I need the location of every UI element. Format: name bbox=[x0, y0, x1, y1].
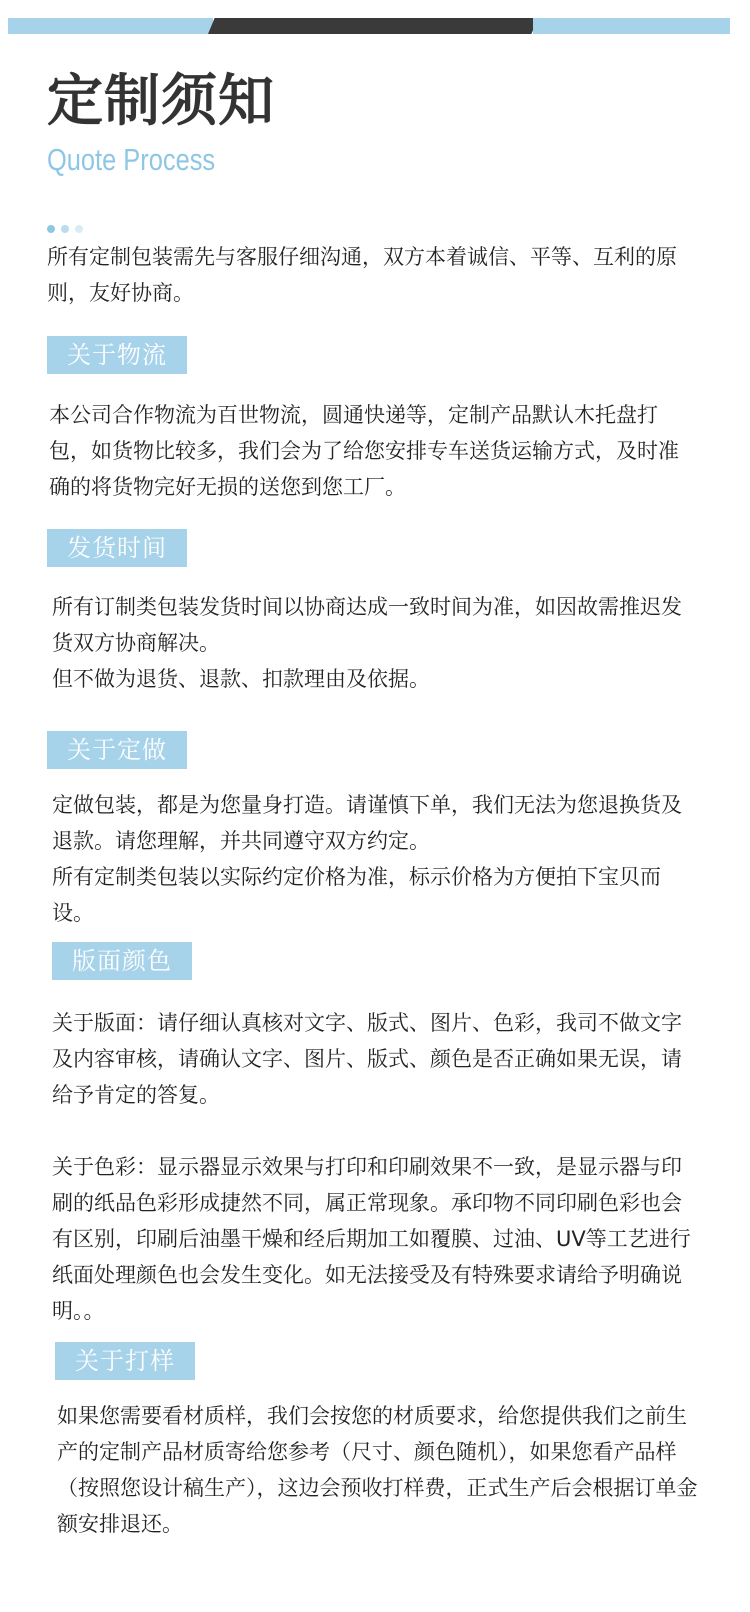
paragraph: 定做包装，都是为您量身打造。请谨慎下单，我们无法为您退换货及退款。请您理解，并共同遵守双方约定。 bbox=[52, 793, 682, 853]
intro-paragraph bbox=[47, 239, 697, 311]
section-body-custom-order bbox=[52, 787, 702, 931]
section-body-layout-color bbox=[52, 1005, 702, 1329]
section-body-sampling bbox=[57, 1398, 707, 1542]
section-label-logistics: 关于物流 bbox=[47, 336, 187, 374]
dot-icon bbox=[75, 225, 83, 233]
paragraph: 本公司合作物流为百世物流，圆通快递等，定制产品默认木托盘打包，如货物比较多，我们会为了给您安排专车送货运输方式，及时准确的将货物完好无损的送您到您工厂。 bbox=[49, 403, 679, 499]
paragraph: 所有定制类包装以实际约定价格为准，标示价格为方便拍下宝贝而设。 bbox=[52, 865, 661, 925]
paragraph: 所有订制类包装发货时间以协商达成一致时间为准，如因故需推迟发货双方协商解决。 bbox=[52, 595, 682, 655]
top-bar-left-segment bbox=[8, 18, 213, 34]
top-bar-middle-segment bbox=[208, 18, 538, 34]
section-label-layout-color: 版面颜色 bbox=[52, 942, 192, 980]
section-label-shipping-time: 发货时间 bbox=[47, 529, 187, 567]
top-bar-right-segment bbox=[533, 18, 730, 34]
section-body-shipping-time bbox=[52, 589, 702, 697]
section-label-sampling: 关于打样 bbox=[55, 1342, 195, 1380]
intro-text: 所有定制包装需先与客服仔细沟通，双方本着诚信、平等、互利的原则，友好协商。 bbox=[47, 245, 677, 305]
dot-icon bbox=[47, 225, 55, 233]
paragraph: 如果您需要看材质样，我们会按您的材质要求，给您提供我们之前生产的定制产品材质寄给您参考（尺寸、颜色随机），如果您看产品样（按照您设计稿生产），这边会预收打样费，正式生产后会根据订单金额安排退还。 bbox=[57, 1404, 698, 1536]
decorative-dots bbox=[47, 218, 89, 237]
paragraph: 关于色彩：显示器显示效果与打印和印刷效果不一致，是显示器与印刷的纸品色彩形成捷然不同，属正常现象。承印物不同印刷色彩也会有区别，印刷后油墨干燥和经后期加工如覆膜、过油、UV等工艺进行纸面处理颜色也会发生变化。如无法接受及有特殊要求请给予明确说明。。 bbox=[52, 1155, 691, 1323]
section-body-logistics bbox=[49, 397, 699, 505]
paragraph-gap bbox=[52, 1113, 702, 1149]
paragraph: 但不做为退货、退款、扣款理由及依据。 bbox=[52, 667, 430, 691]
paragraph: 关于版面：请仔细认真核对文字、版式、图片、色彩，我司不做文字及内容审核，请确认文字、图片、版式、颜色是否正确如果无误，请给予肯定的答复。 bbox=[52, 1011, 682, 1107]
top-decorative-bar bbox=[8, 18, 730, 34]
page-subtitle: Quote Process bbox=[47, 142, 216, 177]
dot-icon bbox=[61, 225, 69, 233]
page-title: 定制须知 bbox=[47, 69, 275, 134]
section-label-custom-order: 关于定做 bbox=[47, 731, 187, 769]
